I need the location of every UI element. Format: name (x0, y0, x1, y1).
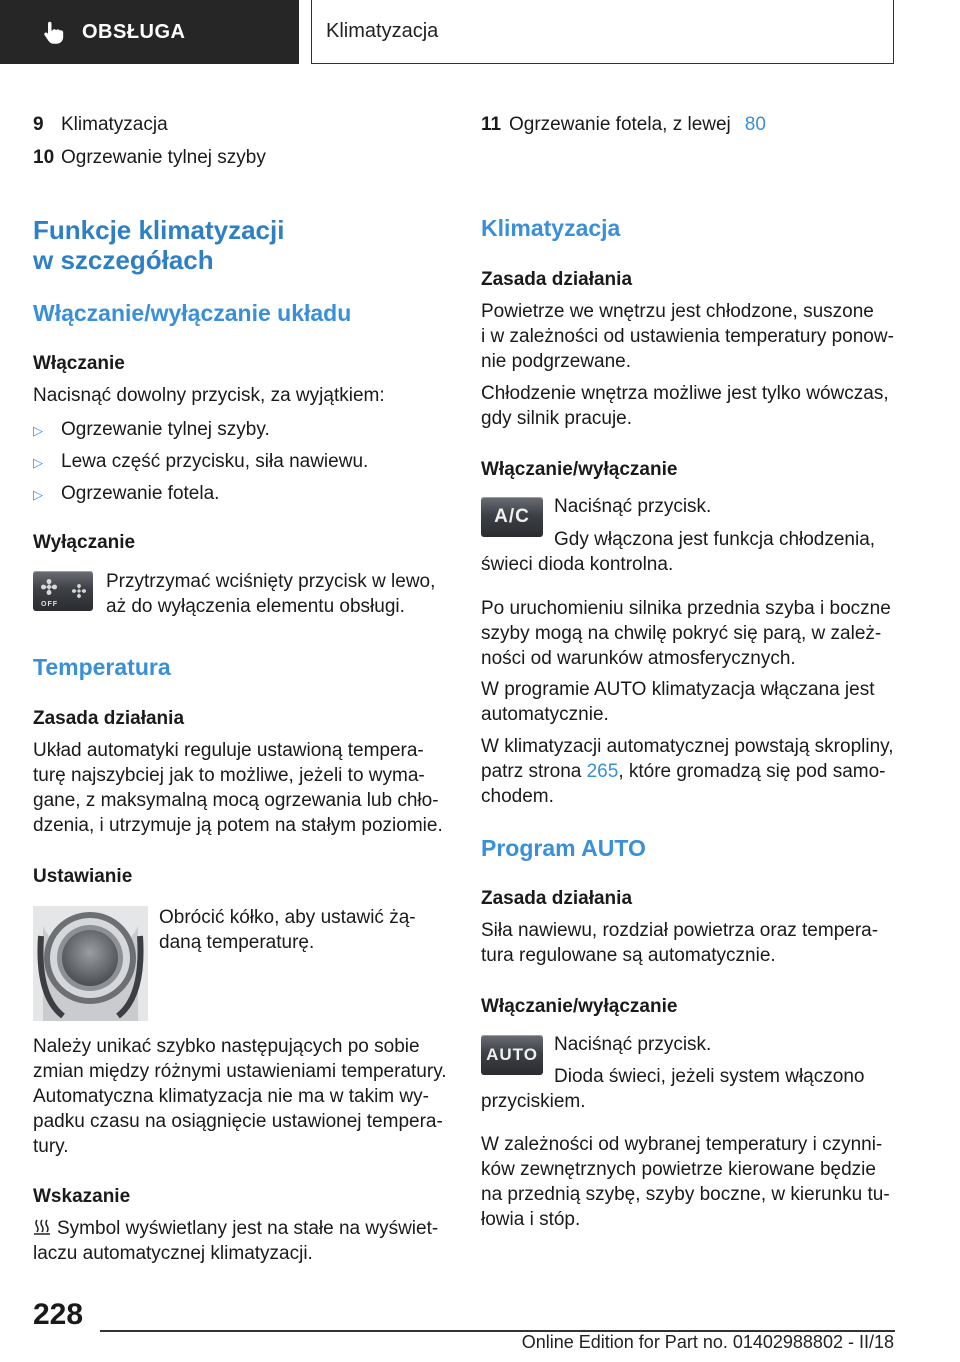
heading-principle: Zasada działania (481, 269, 633, 290)
subsection-heading-auto: Program AUTO (481, 835, 646, 861)
heading-onoff: Włączanie/wyłączanie (481, 996, 678, 1017)
triangle-bullet-icon: ▷ (33, 423, 43, 438)
legend-text: Ogrzewanie tylnej szyby (61, 147, 266, 168)
off-instruction: Przytrzymać wciśnięty przycisk w lewo, aż do wyłączenia elementu obsługi. (106, 571, 436, 617)
chapter-title: Klimatyzacja (326, 20, 439, 42)
page-reference-link[interactable]: 80 (744, 114, 766, 135)
legend-text: Ogrzewanie fotela, z lewej (509, 114, 731, 135)
avoid-changes-text: Należy unikać szybko następujących po sobie zmian między różnymi ustawieniami temperatury. Automatyczna klimatyzacja nie ma w takim wy‐ padku czasu na osiągnięcie ustawionej tempera‐ tury. (33, 1036, 447, 1157)
heading-hint: Wskazanie (33, 1186, 131, 1207)
edition-text: Online Edition for Part no. 01402988802 - II/18 (521, 1332, 894, 1352)
heading-principle: Zasada działania (481, 888, 633, 909)
svg-text:OFF: OFF (41, 601, 58, 608)
hint-text: Symbol wyświetlany jest na stałe na wyświet‐ laczu automatycznej klimatyzacji. (33, 1218, 439, 1264)
page-number: 228 (33, 1298, 84, 1331)
temperature-principle-text: Układ automatyki reguluje ustawioną tempera‐ turę najszybciej jak to możliwe, jeżeli to wyma‐ gane, z maksymalną mocą ogrzewania lub chło‐ dzenia, i utrzymuje ją potem na stałym poziomie. (33, 740, 443, 836)
list-item: ▷ Ogrzewanie tylnej szyby. (33, 417, 270, 443)
temperature-dial-image (33, 906, 148, 1021)
list-item: ▷ Lewa część przycisku, siła nawiewu. (33, 449, 368, 475)
heading-setting: Ustawianie (33, 866, 133, 887)
legend-number: 11 (481, 114, 502, 135)
auto-press-text: Naciśnąć przycisk. (554, 1034, 712, 1055)
ac-auto-text: W programie AUTO klimatyzacja włączana jest automatycznie. (481, 679, 875, 725)
ac-press-text: Naciśnąć przycisk. (554, 496, 712, 517)
rear-window-heating-icon (33, 1218, 51, 1236)
fan-off-button-image (33, 571, 93, 611)
section-tab (0, 0, 299, 64)
subsection-heading-ac: Klimatyzacja (481, 215, 621, 241)
setting-instruction: Obrócić kółko, aby ustawić żą‐ daną temperaturę. (159, 907, 416, 953)
triangle-bullet-icon: ▷ (33, 455, 43, 470)
on-intro-text: Nacisnąć dowolny przycisk, za wyjątkiem: (33, 385, 385, 406)
page-reference-link[interactable]: 265 (586, 761, 619, 782)
list-item: ▷ Ogrzewanie fotela. (33, 481, 219, 507)
auto-distribution-text: W zależności od wybranej temperatury i czynni‐ ków zewnętrznych powietrze kierowane będzie na przednią szybę, szyby boczne, w kierunku tu‐ łowia i stóp. (481, 1134, 890, 1230)
subsection-heading-onoff: Włączanie/wyłączanie układu (33, 300, 352, 326)
heading-onoff: Włączanie/wyłączanie (481, 459, 678, 480)
ac-condensate-text: W klimatyzacji automatycznej powstają skropliny, patrz strona 265, które gromadzą się pod samo‐ chodem. (481, 736, 894, 807)
heading-principle: Zasada działania (33, 708, 185, 729)
ac-cooling-text: Chłodzenie wnętrza możliwe jest tylko wówczas, gdy silnik pracuje. (481, 383, 889, 429)
ac-fogging-text: Po uruchomieniu silnika przednia szyba i boczne szyby mogą na chwilę pokryć się parą, w zależ‐ ności od warunków atmosferycznych. (481, 598, 891, 669)
auto-led-text: Dioda świeci, jeżeli system włączono przyciskiem. (481, 1066, 865, 1112)
ac-principle-text: Powietrze we wnętrzu jest chłodzone, suszone i w zależności od ustawienia temperatury ponow‐ nie podgrzewane. (481, 301, 894, 372)
legend-number: 9 (33, 114, 44, 135)
auto-principle-text: Siła nawiewu, rozdział powietrza oraz tempera‐ tura regulowane są automatycznie. (481, 920, 879, 966)
ac-button-image: A/C (481, 497, 543, 537)
heading-on: Włączanie (33, 353, 125, 374)
triangle-bullet-icon: ▷ (33, 487, 43, 502)
legend-item (481, 112, 766, 137)
rotary-knob-icon (33, 906, 148, 1021)
section-label: OBSŁUGA (82, 20, 186, 43)
auto-button-image: AUTO (481, 1035, 543, 1075)
legend-text: Klimatyzacja (61, 114, 168, 135)
subsection-heading-temperature: Temperatura (33, 654, 171, 680)
hand-pointer-icon (40, 19, 66, 45)
section-heading: Funkcje klimatyzacji w szczegółach (33, 215, 285, 275)
legend-item (33, 112, 168, 137)
ac-led-text: Gdy włączona jest funkcja chłodzenia, świeci dioda kontrolna. (481, 529, 876, 575)
fan-icon (33, 571, 93, 611)
legend-item (33, 145, 266, 170)
chapter-header (311, 0, 894, 64)
legend-number: 10 (33, 147, 55, 168)
heading-off: Wyłączanie (33, 532, 136, 553)
